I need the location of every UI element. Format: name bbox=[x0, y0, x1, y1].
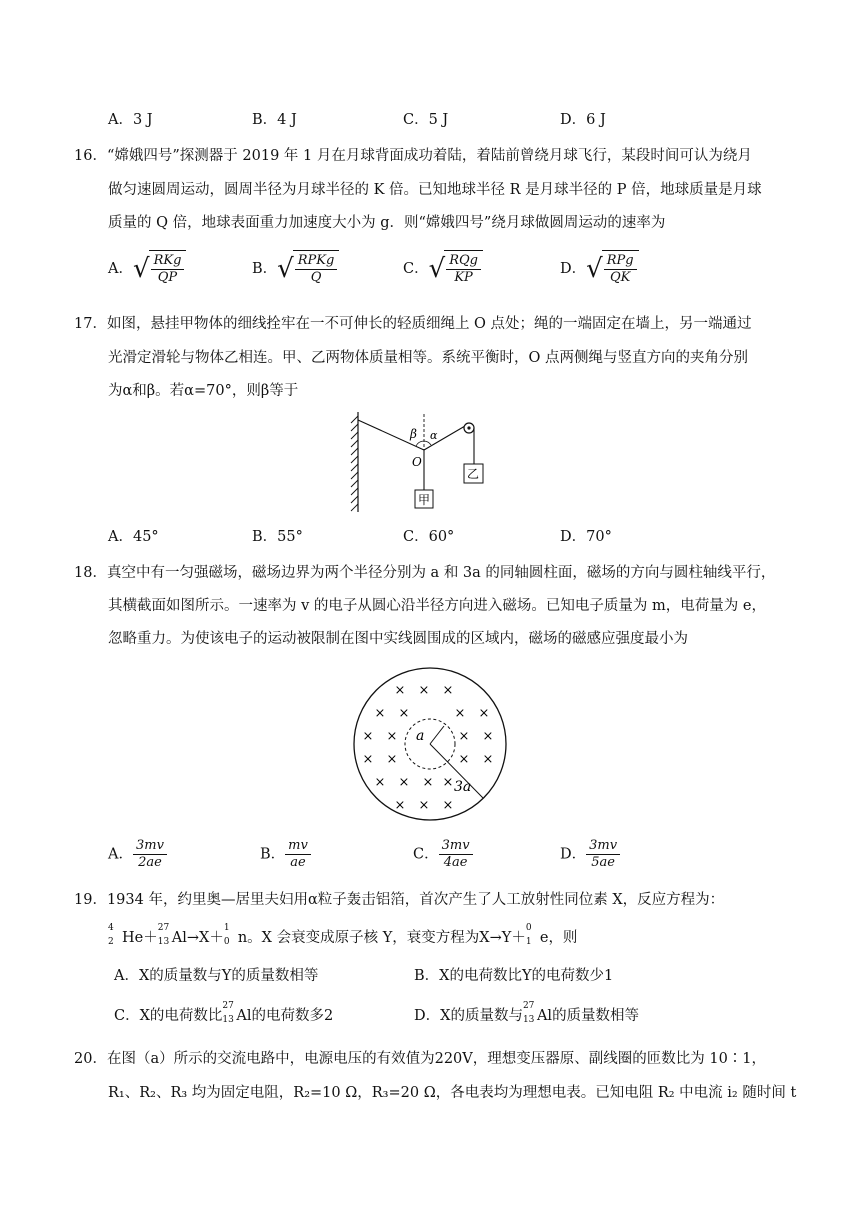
q18-c-num: 3mv bbox=[439, 838, 473, 855]
n-charge: 0 bbox=[223, 937, 230, 947]
pulley-axle bbox=[467, 426, 470, 429]
q18-option-a-label: A． bbox=[108, 846, 133, 863]
field-cross: × bbox=[442, 775, 454, 790]
field-cross: × bbox=[394, 798, 406, 813]
q17-line1 bbox=[74, 314, 752, 334]
q19-line1 bbox=[74, 890, 724, 910]
q18-option-d bbox=[560, 838, 620, 871]
field-cross: × bbox=[386, 729, 398, 744]
d-al-mass: 27 bbox=[522, 1001, 535, 1011]
q18-option-d-label: D． bbox=[560, 846, 587, 863]
q20-number: 20． bbox=[74, 1051, 107, 1067]
block-yi-label: 乙 bbox=[467, 467, 480, 481]
q18-d-num: 3mv bbox=[586, 838, 620, 855]
q18-option-b-label: B． bbox=[260, 846, 286, 863]
q17-option-c: C．60° bbox=[403, 529, 455, 545]
q18-a-num: 3mv bbox=[133, 838, 167, 855]
field-cross: × bbox=[478, 706, 490, 721]
q18-figure bbox=[350, 664, 510, 824]
q16-line2: 做匀速圆周运动，圆周半径为月球半径的 K 倍。已知地球半径 R 是月球半径的 P 倍，地球质量是月球 bbox=[108, 182, 762, 198]
q17-option-a: A．45° bbox=[108, 529, 159, 545]
q18-a-den: 2ae bbox=[138, 855, 162, 870]
q19-option-a: A．X的质量数与Y的质量数相等 bbox=[114, 968, 319, 984]
field-cross: × bbox=[362, 752, 374, 767]
q15-option-d: D．6 J bbox=[560, 112, 606, 128]
q19-c-nuclide bbox=[222, 1001, 252, 1026]
magnetic-field-crosses bbox=[363, 683, 494, 813]
q19-d-pre: D．X的质量数与 bbox=[414, 1008, 523, 1024]
field-cross: × bbox=[422, 775, 434, 790]
q17-option-d: D．70° bbox=[560, 529, 612, 545]
field-cross: × bbox=[418, 683, 430, 698]
q15-option-a: A．3 J bbox=[108, 112, 153, 128]
q16-number: 16． bbox=[74, 148, 107, 164]
eq-end: ，则 bbox=[548, 930, 578, 946]
nuclide-n bbox=[223, 923, 248, 948]
q18-line1 bbox=[74, 563, 775, 583]
c-al-symbol: Al bbox=[236, 1008, 252, 1024]
field-cross: × bbox=[458, 752, 470, 767]
q17-line3: 为α和β。若α=70°，则β等于 bbox=[108, 383, 299, 399]
q19-d-post: 的质量数相等 bbox=[552, 1008, 640, 1024]
q16-option-a-label: A． bbox=[108, 261, 133, 277]
point-o-label: O bbox=[412, 455, 422, 469]
q19-equation bbox=[108, 923, 578, 948]
q20-line2: R₁、R₂、R₃ 均为固定电阻，R₂=10 Ω，R₃=20 Ω，各电表均为理想电表。已知电阻 R₂ 中电流 i₂ 随时间 t bbox=[108, 1085, 797, 1101]
q17-option-b: B．55° bbox=[252, 529, 303, 545]
q16-line1 bbox=[74, 146, 752, 166]
q18-number: 18． bbox=[74, 565, 107, 581]
q19-c-post: 的电荷数多2 bbox=[251, 1008, 334, 1024]
he-mass: 4 bbox=[108, 923, 114, 933]
al-symbol: Al bbox=[171, 930, 187, 946]
q16-option-a: A． √ $\frac{\text{RKg}}{QP}$ bbox=[108, 250, 186, 288]
q16-option-b: B． √ $\frac{\text{RPKg}}{Q}$ bbox=[252, 250, 339, 288]
q17-line2: 光滑定滑轮与物体乙相连。甲、乙两物体质量相等。系统平衡时，O 点两侧绳与竖直方向的夹角分别 bbox=[108, 350, 748, 366]
q18-c-den: 4ae bbox=[443, 855, 468, 870]
q17-figure bbox=[340, 408, 520, 520]
q17-text1: 如图，悬挂甲物体的细线拴牢在一不可伸长的轻质细绳上 O 点处；绳的一端固定在墙上，另一端通过 bbox=[106, 316, 752, 332]
field-cross: × bbox=[386, 752, 398, 767]
d-al-charge: 13 bbox=[522, 1015, 535, 1025]
q18-option-b bbox=[260, 838, 311, 871]
field-cross: × bbox=[398, 775, 410, 790]
q16-a-num: RKg bbox=[151, 253, 185, 270]
beta-label: β bbox=[410, 427, 417, 441]
inner-radius-line bbox=[430, 726, 444, 744]
e-symbol: e bbox=[539, 930, 549, 946]
q16-option-c: C． √ $\frac{\text{RQg}}{KP}$ bbox=[403, 250, 483, 288]
q18-line3: 忽略重力。为使该电子的运动被限制在图中实线圆围成的区域内，磁场的磁感应强度最小为 bbox=[108, 631, 688, 647]
eq-arrow: →X＋ bbox=[186, 930, 224, 946]
field-cross: × bbox=[418, 798, 430, 813]
q16-text1: “嫦娥四号”探测器于 2019 年 1 月在月球背面成功着陆，着陆前曾绕月球飞行，某段时间可认为绕月 bbox=[106, 148, 752, 164]
q19-c-pre: C．X的电荷数比 bbox=[114, 1008, 223, 1024]
e-mass: 0 bbox=[525, 923, 532, 933]
outer-radius-label: 3a bbox=[454, 779, 472, 795]
field-cross: × bbox=[442, 798, 454, 813]
q20-line1 bbox=[74, 1049, 766, 1069]
q16-a-den: QP bbox=[157, 270, 178, 285]
q18-line2: 其横截面如图所示。一速率为 v 的电子从圆心沿半径方向进入磁场。已知电子质量为 m，电荷量为 e， bbox=[108, 598, 766, 614]
q19-text1: 1934 年，约里奥—居里夫妇用α粒子轰击铝箔，首次产生了人工放射性同位素 X，反应方程为： bbox=[106, 892, 725, 908]
c-al-charge: 13 bbox=[222, 1015, 234, 1025]
q17-number: 17． bbox=[74, 316, 107, 332]
alpha-label: α bbox=[430, 429, 438, 442]
q19-option-c bbox=[114, 1001, 334, 1026]
field-cross: × bbox=[458, 729, 470, 744]
beta-arc bbox=[416, 441, 424, 446]
q18-option-a bbox=[108, 838, 167, 871]
q19-number: 19． bbox=[74, 892, 107, 908]
field-cross: × bbox=[362, 729, 374, 744]
q16-b-den: Q bbox=[310, 270, 322, 285]
d-al-symbol: Al bbox=[536, 1008, 553, 1024]
field-cross: × bbox=[482, 729, 494, 744]
nuclide-e bbox=[525, 923, 549, 948]
eq-tail: 。X 会衰变成原子核 Y，衰变方程为X→Y＋ bbox=[247, 930, 526, 946]
q19-d-nuclide bbox=[522, 1001, 553, 1026]
n-symbol: n bbox=[237, 930, 248, 946]
field-cross: × bbox=[394, 683, 406, 698]
field-cross: × bbox=[374, 775, 386, 790]
q16-option-c-label: C． bbox=[403, 261, 429, 277]
al-charge: 13 bbox=[157, 937, 170, 947]
q18-option-c-label: C． bbox=[413, 846, 439, 863]
q18-d-den: 5ae bbox=[591, 855, 615, 870]
q18-text1: 真空中有一匀强磁场，磁场边界为两个半径分别为 a 和 3a 的同轴圆柱面，磁场的方向与圆柱轴线平行， bbox=[106, 565, 776, 581]
inner-radius-label: a bbox=[416, 728, 425, 744]
field-cross: × bbox=[454, 706, 466, 721]
q16-option-d: D． √ $\frac{\text{RPg}}{QK}$ bbox=[560, 250, 639, 288]
al-mass: 27 bbox=[157, 923, 170, 933]
eq-plus: ＋ bbox=[143, 930, 158, 946]
block-jia-label: 甲 bbox=[418, 493, 431, 507]
q18-option-c bbox=[413, 838, 473, 871]
he-symbol: He bbox=[122, 930, 144, 946]
q16-d-den: QK bbox=[609, 270, 631, 285]
q16-c-num: RQg bbox=[446, 253, 481, 270]
n-mass: 1 bbox=[223, 923, 230, 933]
q16-b-num: RPKg bbox=[295, 253, 338, 270]
c-al-mass: 27 bbox=[222, 1001, 234, 1011]
q19-option-d bbox=[414, 1001, 640, 1026]
q15-option-b: B．4 J bbox=[252, 112, 297, 128]
field-cross: × bbox=[398, 706, 410, 721]
field-cross: × bbox=[374, 706, 386, 721]
q20-text1: 在图（a）所示的交流电路中，电源电压的有效值为220V，理想变压器原、副线圈的匝数比为 10∶1， bbox=[106, 1051, 767, 1067]
q16-option-d-label: D． bbox=[560, 261, 587, 277]
q15-option-c: C．5 J bbox=[403, 112, 449, 128]
q18-b-den: ae bbox=[290, 855, 306, 870]
q16-d-num: RPg bbox=[604, 253, 637, 270]
he-charge: 2 bbox=[108, 937, 114, 947]
q18-b-num: mv bbox=[285, 838, 311, 855]
nuclide-he bbox=[108, 923, 144, 948]
wall-hatching bbox=[351, 416, 358, 511]
nuclide-al bbox=[157, 923, 187, 948]
q16-line3: 质量的 Q 倍，地球表面重力加速度大小为 g．则“嫦娥四号”绕月球做圆周运动的速率为 bbox=[108, 215, 666, 231]
e-charge: 1 bbox=[525, 937, 532, 947]
q16-option-b-label: B． bbox=[252, 261, 278, 277]
q19-option-b: B．X的电荷数比Y的电荷数少1 bbox=[414, 968, 614, 984]
field-cross: × bbox=[442, 683, 454, 698]
q16-c-den: KP bbox=[454, 270, 473, 285]
field-cross: × bbox=[482, 752, 494, 767]
